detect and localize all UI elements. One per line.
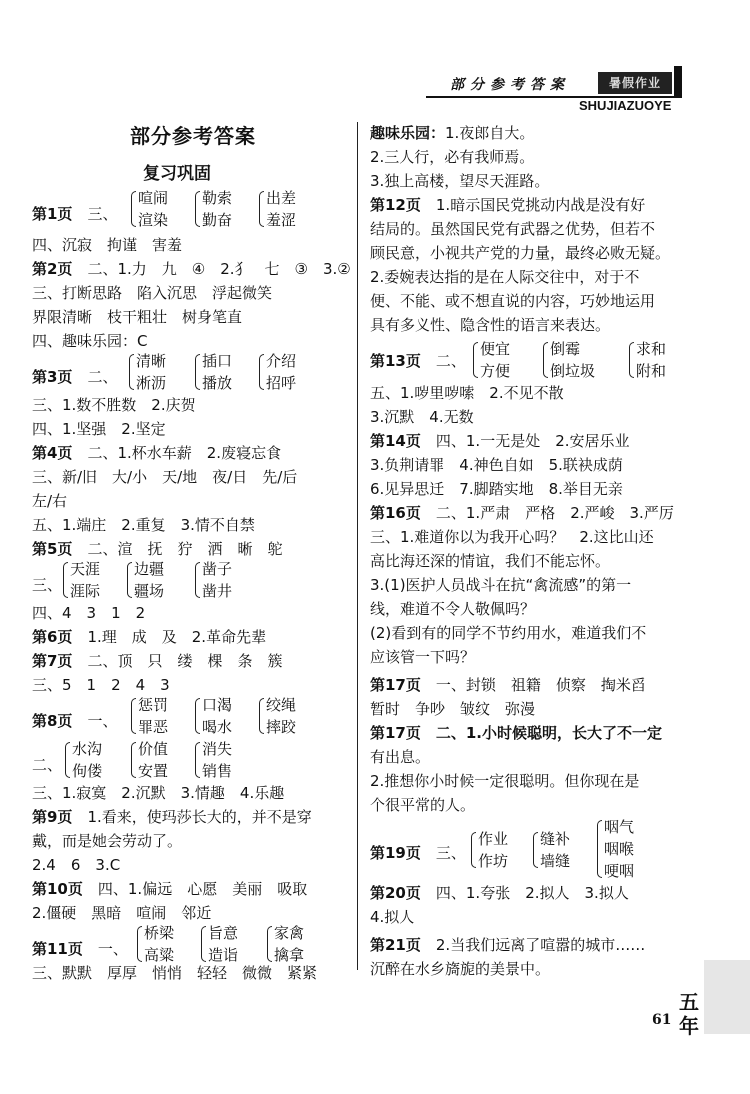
answer-line: 第21页 2.当我们远离了喧嚣的城市…… [370, 936, 646, 954]
answer-line: 3.负荆请罪 4.神色自如 5.联袂成荫 [370, 456, 623, 474]
page-label: 第6页 [32, 628, 73, 646]
word-group: 惩罚 罪恶 [138, 694, 168, 738]
header-badge-block [674, 66, 682, 98]
answer-line: 3.独上高楼，望尽天涯路。 [370, 172, 550, 190]
word-group: 桥梁 高粱 [144, 922, 174, 966]
answer-line: 2.委婉表达指的是在人际交往中，对于不 [370, 268, 640, 286]
answer-line: 第4页 二、1.杯水车薪 2.废寝忘食 [32, 444, 282, 462]
answer-line: 2.4 6 3.C [32, 856, 121, 874]
page-label: 第4页 [32, 444, 73, 462]
answer-line: 应该管一下吗？ [370, 648, 476, 666]
answer-line: (2)看到有的同学不节约用水，难道我们不 [370, 624, 647, 642]
header-subtitle: SHUJIAZUOYE [579, 98, 672, 113]
word-group: 咽气 咽喉 哽咽 [604, 816, 634, 882]
word-group: 绞绳 摔跤 [266, 694, 296, 738]
page-label: 第9页 [32, 808, 73, 826]
answer-line: 第13页 二、 [370, 352, 466, 370]
answer-line: 2.推想你小时候一定很聪明。但你现在是 [370, 772, 640, 790]
word-group: 求和 附和 [636, 338, 666, 382]
answer-line: 第9页 1.看来，使玛莎长大的，并不是穿 [32, 808, 312, 826]
answer-line: 个很平常的人。 [370, 796, 476, 814]
word-group: 清晰 淅沥 [136, 350, 166, 394]
word-group: 家禽 擒拿 [274, 922, 304, 966]
word-group: 勒索 勤奋 [202, 187, 232, 231]
word-group: 旨意 造诣 [208, 922, 238, 966]
page-number: 61 [652, 1012, 672, 1028]
page-label: 第21页 [370, 936, 421, 954]
page-label: 第3页 [32, 368, 73, 386]
page-label: 第11页 [32, 940, 83, 958]
answer-line: 有出息。 [370, 748, 431, 766]
answer-line: 高比海还深的情谊，我们不能忘怀。 [370, 552, 611, 570]
answer-line: 2.三人行，必有我师焉。 [370, 148, 535, 166]
answer-line: 第1页 三、 [32, 205, 118, 223]
word-group: 消失 销售 [202, 738, 232, 782]
answer-line: 第20页 四、1.夸张 2.拟人 3.拟人 [370, 884, 629, 902]
page-label: 第5页 [32, 540, 73, 558]
answer-line: 四、1.坚强 2.坚定 [32, 420, 166, 438]
answer-line: 4.拟人 [370, 908, 415, 926]
answer-line: 第17页 一、封锁 祖籍 侦察 掏米舀 [370, 676, 646, 694]
word-group: 天涯 涯际 [70, 558, 100, 602]
corner-tab-background [704, 960, 750, 1034]
answer-line: 四、4 3 1 2 [32, 604, 146, 622]
word-group: 介绍 招呼 [266, 350, 296, 394]
page-label: 趣味乐园： [370, 124, 446, 142]
answer-line: 第14页 四、1.一无是处 2.安居乐业 [370, 432, 630, 450]
answer-line: 沉醉在水乡旖旎的美景中。 [370, 960, 551, 978]
answer-line: 五、1.哕里哕嗦 2.不见不散 [370, 384, 564, 402]
answer-line: 五、1.端庄 2.重复 3.情不自禁 [32, 516, 255, 534]
word-group: 作业 作坊 [478, 828, 508, 872]
column-divider [357, 122, 358, 970]
answer-line: 结局的。虽然国民党有武器之优势，但若不 [370, 220, 656, 238]
answer-line: 第3页 二、 [32, 368, 118, 386]
answer-line: 三、5 1 2 4 3 [32, 676, 170, 694]
word-group: 出差 羞涩 [266, 187, 296, 231]
page-label: 第2页 [32, 260, 73, 278]
page-label: 第10页 [32, 880, 83, 898]
page-label: 第17页 [370, 676, 421, 694]
page-title: 部分参考答案 [130, 124, 256, 148]
word-group: 凿子 凿井 [202, 558, 232, 602]
answer-line: 便、不能、或不想直说的内容，巧妙地运用 [370, 292, 656, 310]
answer-line: 3.沉默 4.无数 [370, 408, 474, 426]
answer-line: 四、趣味乐园：C [32, 332, 148, 350]
page-label: 第19页 [370, 844, 421, 862]
page-label: 第12页 [370, 196, 421, 214]
answer-line: 三、1.寂寞 2.沉默 3.情趣 4.乐趣 [32, 784, 285, 802]
answer-line: 第17页 二、1.小时候聪明，长大了不一定 [370, 724, 663, 742]
answer-line: 三、新/旧 大/小 天/地 夜/日 先/后 [32, 468, 298, 486]
answer-line: 第12页 1.暗示国民党挑动内战是没有好 [370, 196, 646, 214]
answer-line: 三、打断思路 陷入沉思 浮起微笑 [32, 284, 273, 302]
page-label: 第16页 [370, 504, 421, 522]
section-title: 复习巩固 [143, 164, 211, 184]
page-label: 第1页 [32, 205, 73, 223]
answer-line: 第5页 二、渲 抚 狞 洒 晰 鸵 [32, 540, 283, 558]
page-label: 第20页 [370, 884, 421, 902]
page-label: 第8页 [32, 712, 73, 730]
answer-line: 第2页 二、1.力 九 ④ 2.犭 七 ③ 3.② [32, 260, 351, 278]
answer-line: 三、 [32, 576, 63, 594]
word-group: 水沟 佝偻 [72, 738, 102, 782]
answer-line: 三、默默 厚厚 悄悄 轻轻 微微 紧紧 [32, 964, 318, 982]
answer-line: 第8页 一、 [32, 712, 118, 730]
answer-line: 顾民意，小视共产党的力量，最终必败无疑。 [370, 244, 671, 262]
answer-line: 6.见异思迁 7.脚踏实地 8.举目无亲 [370, 480, 623, 498]
header-title: 部分参考答案 [450, 77, 570, 93]
page-label: 第14页 [370, 432, 421, 450]
answer-line: 第11页 一、 [32, 940, 128, 958]
word-group: 边疆 疆场 [134, 558, 164, 602]
word-group: 倒霉 倒垃圾 [550, 338, 595, 382]
word-group: 插口 播放 [202, 350, 232, 394]
answer-line: 左/右 [32, 492, 68, 510]
answer-line: 3.(1)医护人员战斗在抗“禽流感”的第一 [370, 576, 632, 594]
answer-line: 三、1.难道你以为我开心吗？ 2.这比山还 [370, 528, 654, 546]
word-group: 缝补 墙缝 [540, 828, 570, 872]
answer-line: 二、 [32, 756, 63, 774]
answer-line: 戴，而是她会劳动了。 [32, 832, 183, 850]
answer-line: 第19页 三、 [370, 844, 466, 862]
answer-line: 线，难道不令人敬佩吗？ [370, 600, 536, 618]
answer-line: 第10页 四、1.偏远 心愿 美丽 吸取 [32, 880, 308, 898]
word-group: 口渴 喝水 [202, 694, 232, 738]
answer-line: 三、1.数不胜数 2.庆贺 [32, 396, 196, 414]
answer-line: 第16页 二、1.严肃 严格 2.严峻 3.严厉 [370, 504, 674, 522]
answer-line: 2.僵硬 黑暗 喧闹 邻近 [32, 904, 212, 922]
answer-line: 第6页 1.理 成 及 2.革命先辈 [32, 628, 267, 646]
answer-line: 第7页 二、顶 只 缕 棵 条 簇 [32, 652, 283, 670]
grade-tab: 五 年 [679, 990, 699, 1038]
header-badge: 暑假作业 [598, 72, 672, 94]
word-group: 便宜 方便 [480, 338, 510, 382]
word-group: 价值 安置 [138, 738, 168, 782]
answer-line: 暂时 争吵 皱纹 弥漫 [370, 700, 536, 718]
word-group: 喧闹 渲染 [138, 187, 168, 231]
answer-line: 界限清晰 枝干粗壮 树身笔直 [32, 308, 243, 326]
page-label: 第7页 [32, 652, 73, 670]
answer-line: 具有多义性、隐含性的语言来表达。 [370, 316, 611, 334]
answer-line: 趣味乐园：1.夜郎自大。 [370, 124, 535, 142]
answer-line: 四、沉寂 拘谨 害羞 [32, 236, 183, 254]
page-label: 第13页 [370, 352, 421, 370]
